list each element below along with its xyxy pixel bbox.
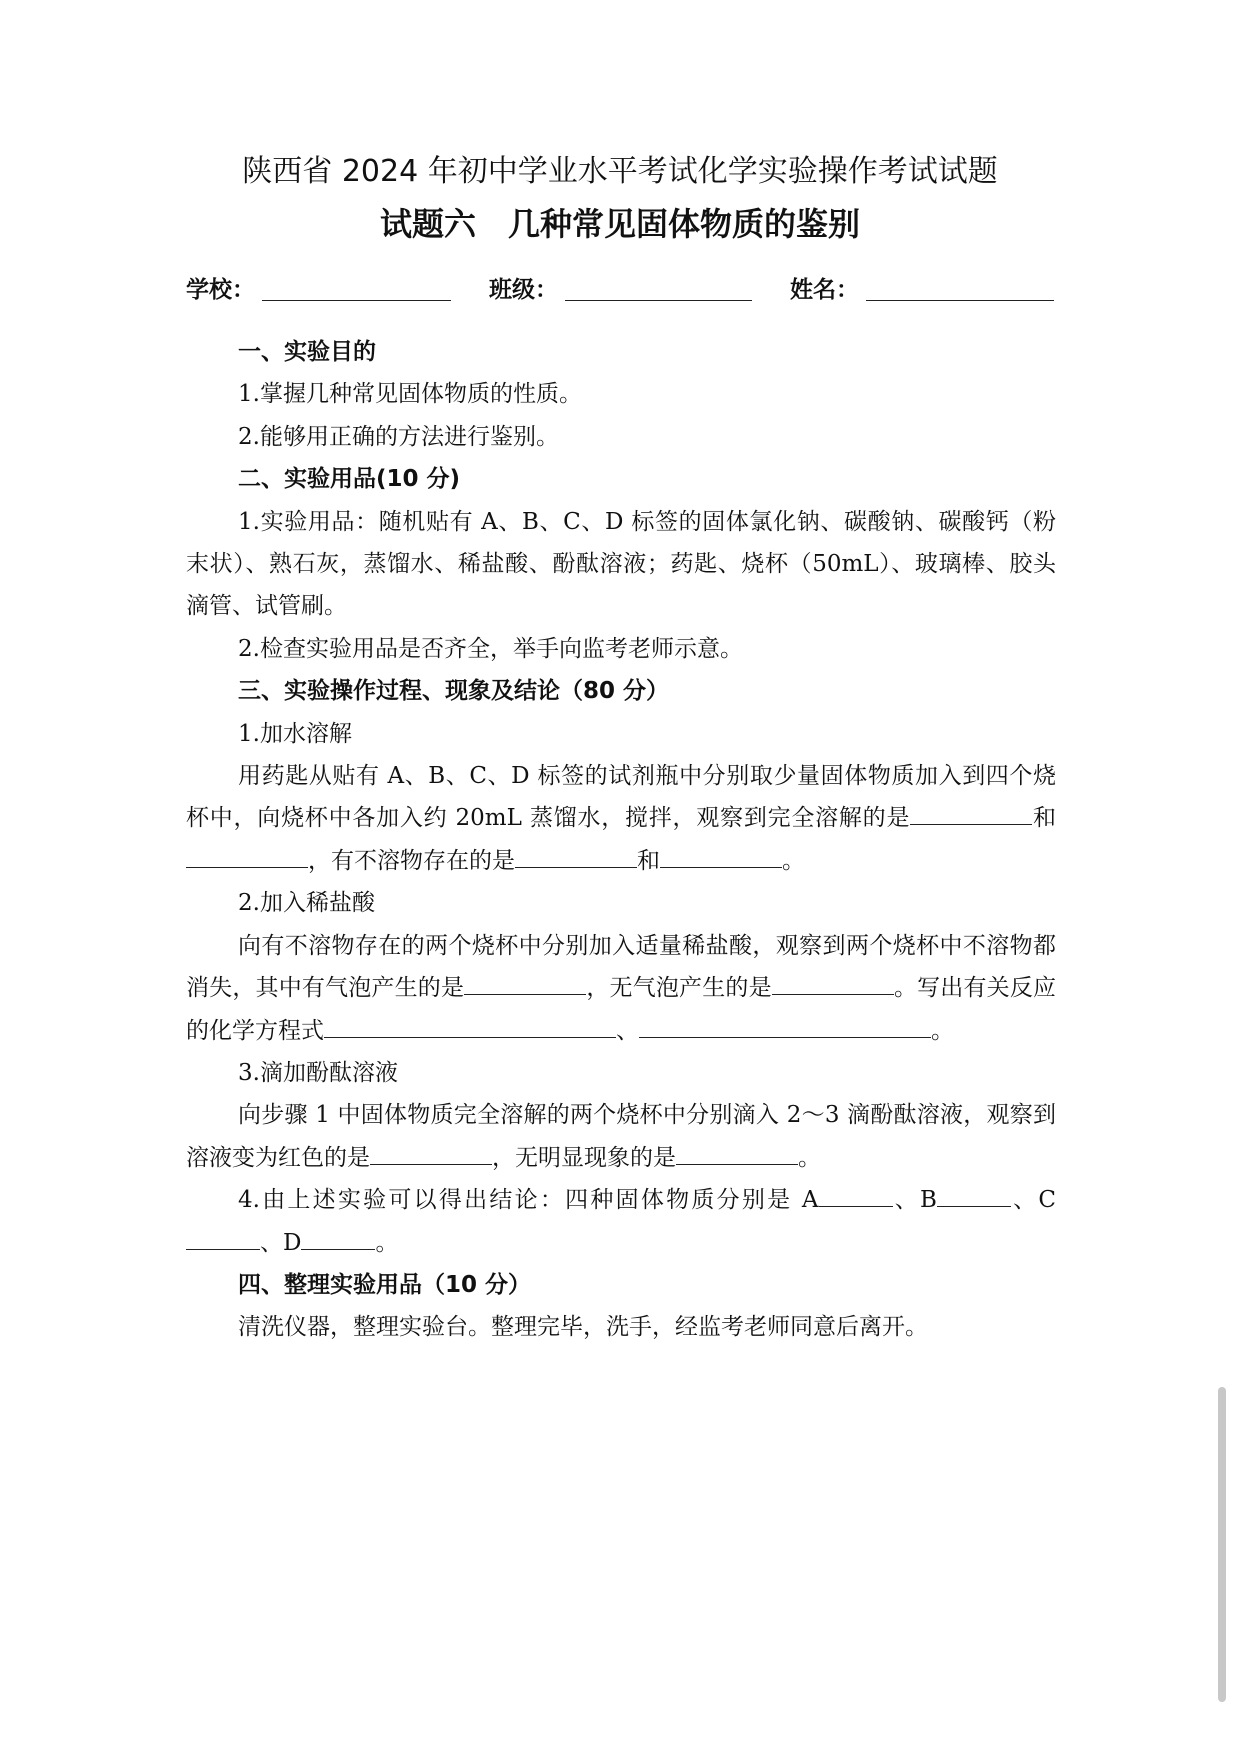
equation-blank[interactable] [639,1013,931,1038]
step3-title: 3.滴加酚酞溶液 [238,1059,398,1086]
student-info-row [186,268,1056,312]
step1-text [186,755,1056,882]
step1-text-part: 。 [782,847,805,874]
procedure-heading: 三、实验操作过程、现象及结论（80 分） [238,678,670,705]
exam-body [186,331,1056,1349]
answer-blank[interactable] [772,970,894,995]
step1-text-part: 和 [1032,805,1057,832]
name-label: 姓名： [790,277,859,303]
step4-text [186,1179,1056,1264]
materials-check: 2.检查实验用品是否齐全，举手向监考老师示意。 [238,635,743,662]
step4-text-part: 。 [375,1229,399,1256]
class-blank [565,300,752,301]
answer-blank[interactable] [910,800,1032,825]
class-label: 班级： [489,277,558,303]
equation-blank[interactable] [324,1013,616,1038]
answer-blank[interactable] [515,843,637,868]
answer-blank[interactable] [819,1182,893,1207]
answer-blank[interactable] [186,843,308,868]
answer-blank[interactable] [464,970,586,995]
step2-text [186,925,1056,1052]
step3-text-part: ，无明显现象的是 [492,1144,676,1171]
step3-text-part: 。 [798,1144,821,1171]
step1-text-part: 用药匙从贴有 A、B、C、D 标签的试剂瓶中分别取少量固体物质加入到四个烧杯中，向烧杯中各加入约 20mL 蒸馏水，搅拌，观察到完全溶解的是 [186,763,1056,832]
materials-heading: 二、实验用品(10 分) [238,466,461,493]
step1-title: 1.加水溶解 [238,720,352,747]
step3-text [186,1094,1056,1179]
school-label: 学校： [186,277,255,303]
answer-blank[interactable] [660,843,782,868]
purpose-item: 1.掌握几种常见固体物质的性质。 [238,381,582,408]
answer-blank[interactable] [370,1140,492,1165]
step3-text-part: 向步骤 1 中固体物质完全溶解的两个烧杯中分别滴入 2～3 滴酚酞溶液，观察到溶液变为红色的是 [186,1102,1056,1171]
materials-list: 1.实验用品：随机贴有 A、B、C、D 标签的固体氯化钠、碳酸钠、碳酸钙（粉末状）、熟石灰，蒸馏水、稀盐酸、酚酞溶液；药匙、烧杯（50mL）、玻璃棒、胶头滴管、试管刷。 [186,508,1056,620]
answer-blank[interactable] [676,1140,798,1165]
step4-text-part: 、C [1010,1187,1056,1214]
answer-blank[interactable] [937,1182,1011,1207]
answer-blank[interactable] [186,1225,260,1250]
step2-text-part: 向有不溶物存在的两个烧杯中分别加入适量稀盐酸，观察到两个烧杯中不溶物都消失，其中有气泡产生的是 [186,932,1056,1002]
school-blank [262,300,451,301]
answer-blank[interactable] [301,1225,375,1250]
cleanup-text: 清洗仪器，整理实验台。整理完毕，洗手，经监考老师同意后离开。 [238,1314,928,1341]
step4-text-part: 4.由上述实验可以得出结论：四种固体物质分别是 A [238,1187,819,1214]
step4-text-part: 、B [892,1187,937,1214]
exam-title: 陕西省 2024 年初中学业水平考试化学实验操作考试试题 [242,154,998,189]
step1-text-part: 和 [637,847,660,874]
step2-text-part: 。 [931,1017,954,1044]
step2-text-part: 、 [616,1017,639,1044]
purpose-heading: 一、实验目的 [238,339,376,365]
step4-text-part: 、D [260,1229,302,1256]
step2-title: 2.加入稀盐酸 [238,890,375,917]
step1-text-part: ，有不溶物存在的是 [308,847,515,874]
purpose-item: 2.能够用正确的方法进行鉴别。 [238,423,559,450]
cleanup-heading: 四、整理实验用品（10 分） [238,1271,532,1298]
name-blank [866,300,1054,301]
exam-subtitle: 试题六 几种常见固体物质的鉴别 [379,205,860,243]
step2-text-part: 。写出有关反应的化学方程式 [186,975,1057,1044]
step2-text-part: ，无气泡产生的是 [586,975,772,1002]
vertical-scrollbar[interactable] [1218,1387,1226,1702]
